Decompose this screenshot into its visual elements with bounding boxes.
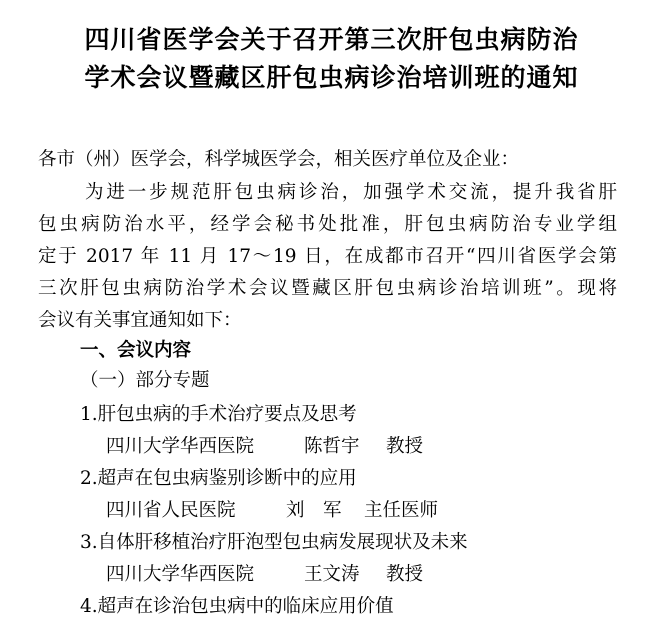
speaker-hospital: 四川省人民医院 xyxy=(106,500,236,521)
subsection-heading: （一）部分专题 xyxy=(80,370,210,391)
section-heading: 一、会议内容 xyxy=(80,340,192,361)
speaker-rank: 主任医师 xyxy=(364,500,439,521)
speaker-rank: 教授 xyxy=(386,564,424,585)
speaker-name: 王文涛 xyxy=(304,564,360,585)
body-line-3: 定于 2017 年 11 月 17～19 日，在成都市召开“四川省医学会第 xyxy=(38,246,617,267)
body-line-1: 为进一步规范肝包虫病诊治，加强学术交流，提升我省肝 xyxy=(85,182,617,203)
speaker-hospital: 四川大学华西医院 xyxy=(106,436,255,457)
topic-1-speaker xyxy=(106,434,423,460)
topic-4-title: 4.超声在诊治包虫病中的临床应用价值 xyxy=(80,596,394,617)
salutation: 各市（州）医学会，科学城医学会，相关医疗单位及企业： xyxy=(38,149,520,170)
body-line-5: 会议有关事宜通知如下： xyxy=(38,310,242,331)
speaker-rank: 教授 xyxy=(386,436,424,457)
topic-2-title: 2.超声在包虫病鉴别诊断中的应用 xyxy=(80,468,357,489)
body-line-4: 三次肝包虫病防治学术会议暨藏区肝包虫病诊治培训班”。现将 xyxy=(38,278,617,299)
document-title-line-1: 四川省医学会关于召开第三次肝包虫病防治 xyxy=(84,25,579,54)
topic-1-title: 1.肝包虫病的手术治疗要点及思考 xyxy=(80,404,357,425)
body-line-2: 包虫病防治水平，经学会秘书处批准，肝包虫病防治专业学组 xyxy=(38,214,617,235)
document-title-line-2: 学术会议暨藏区肝包虫病诊治培训班的通知 xyxy=(84,63,579,92)
speaker-hospital: 四川大学华西医院 xyxy=(106,564,255,585)
topic-2-speaker xyxy=(106,498,438,524)
topic-3-speaker xyxy=(106,562,423,588)
speaker-name: 陈哲宇 xyxy=(304,436,360,457)
speaker-name: 刘 军 xyxy=(286,500,342,521)
topic-3-title: 3.自体肝移植治疗肝泡型包虫病发展现状及未来 xyxy=(80,532,468,553)
